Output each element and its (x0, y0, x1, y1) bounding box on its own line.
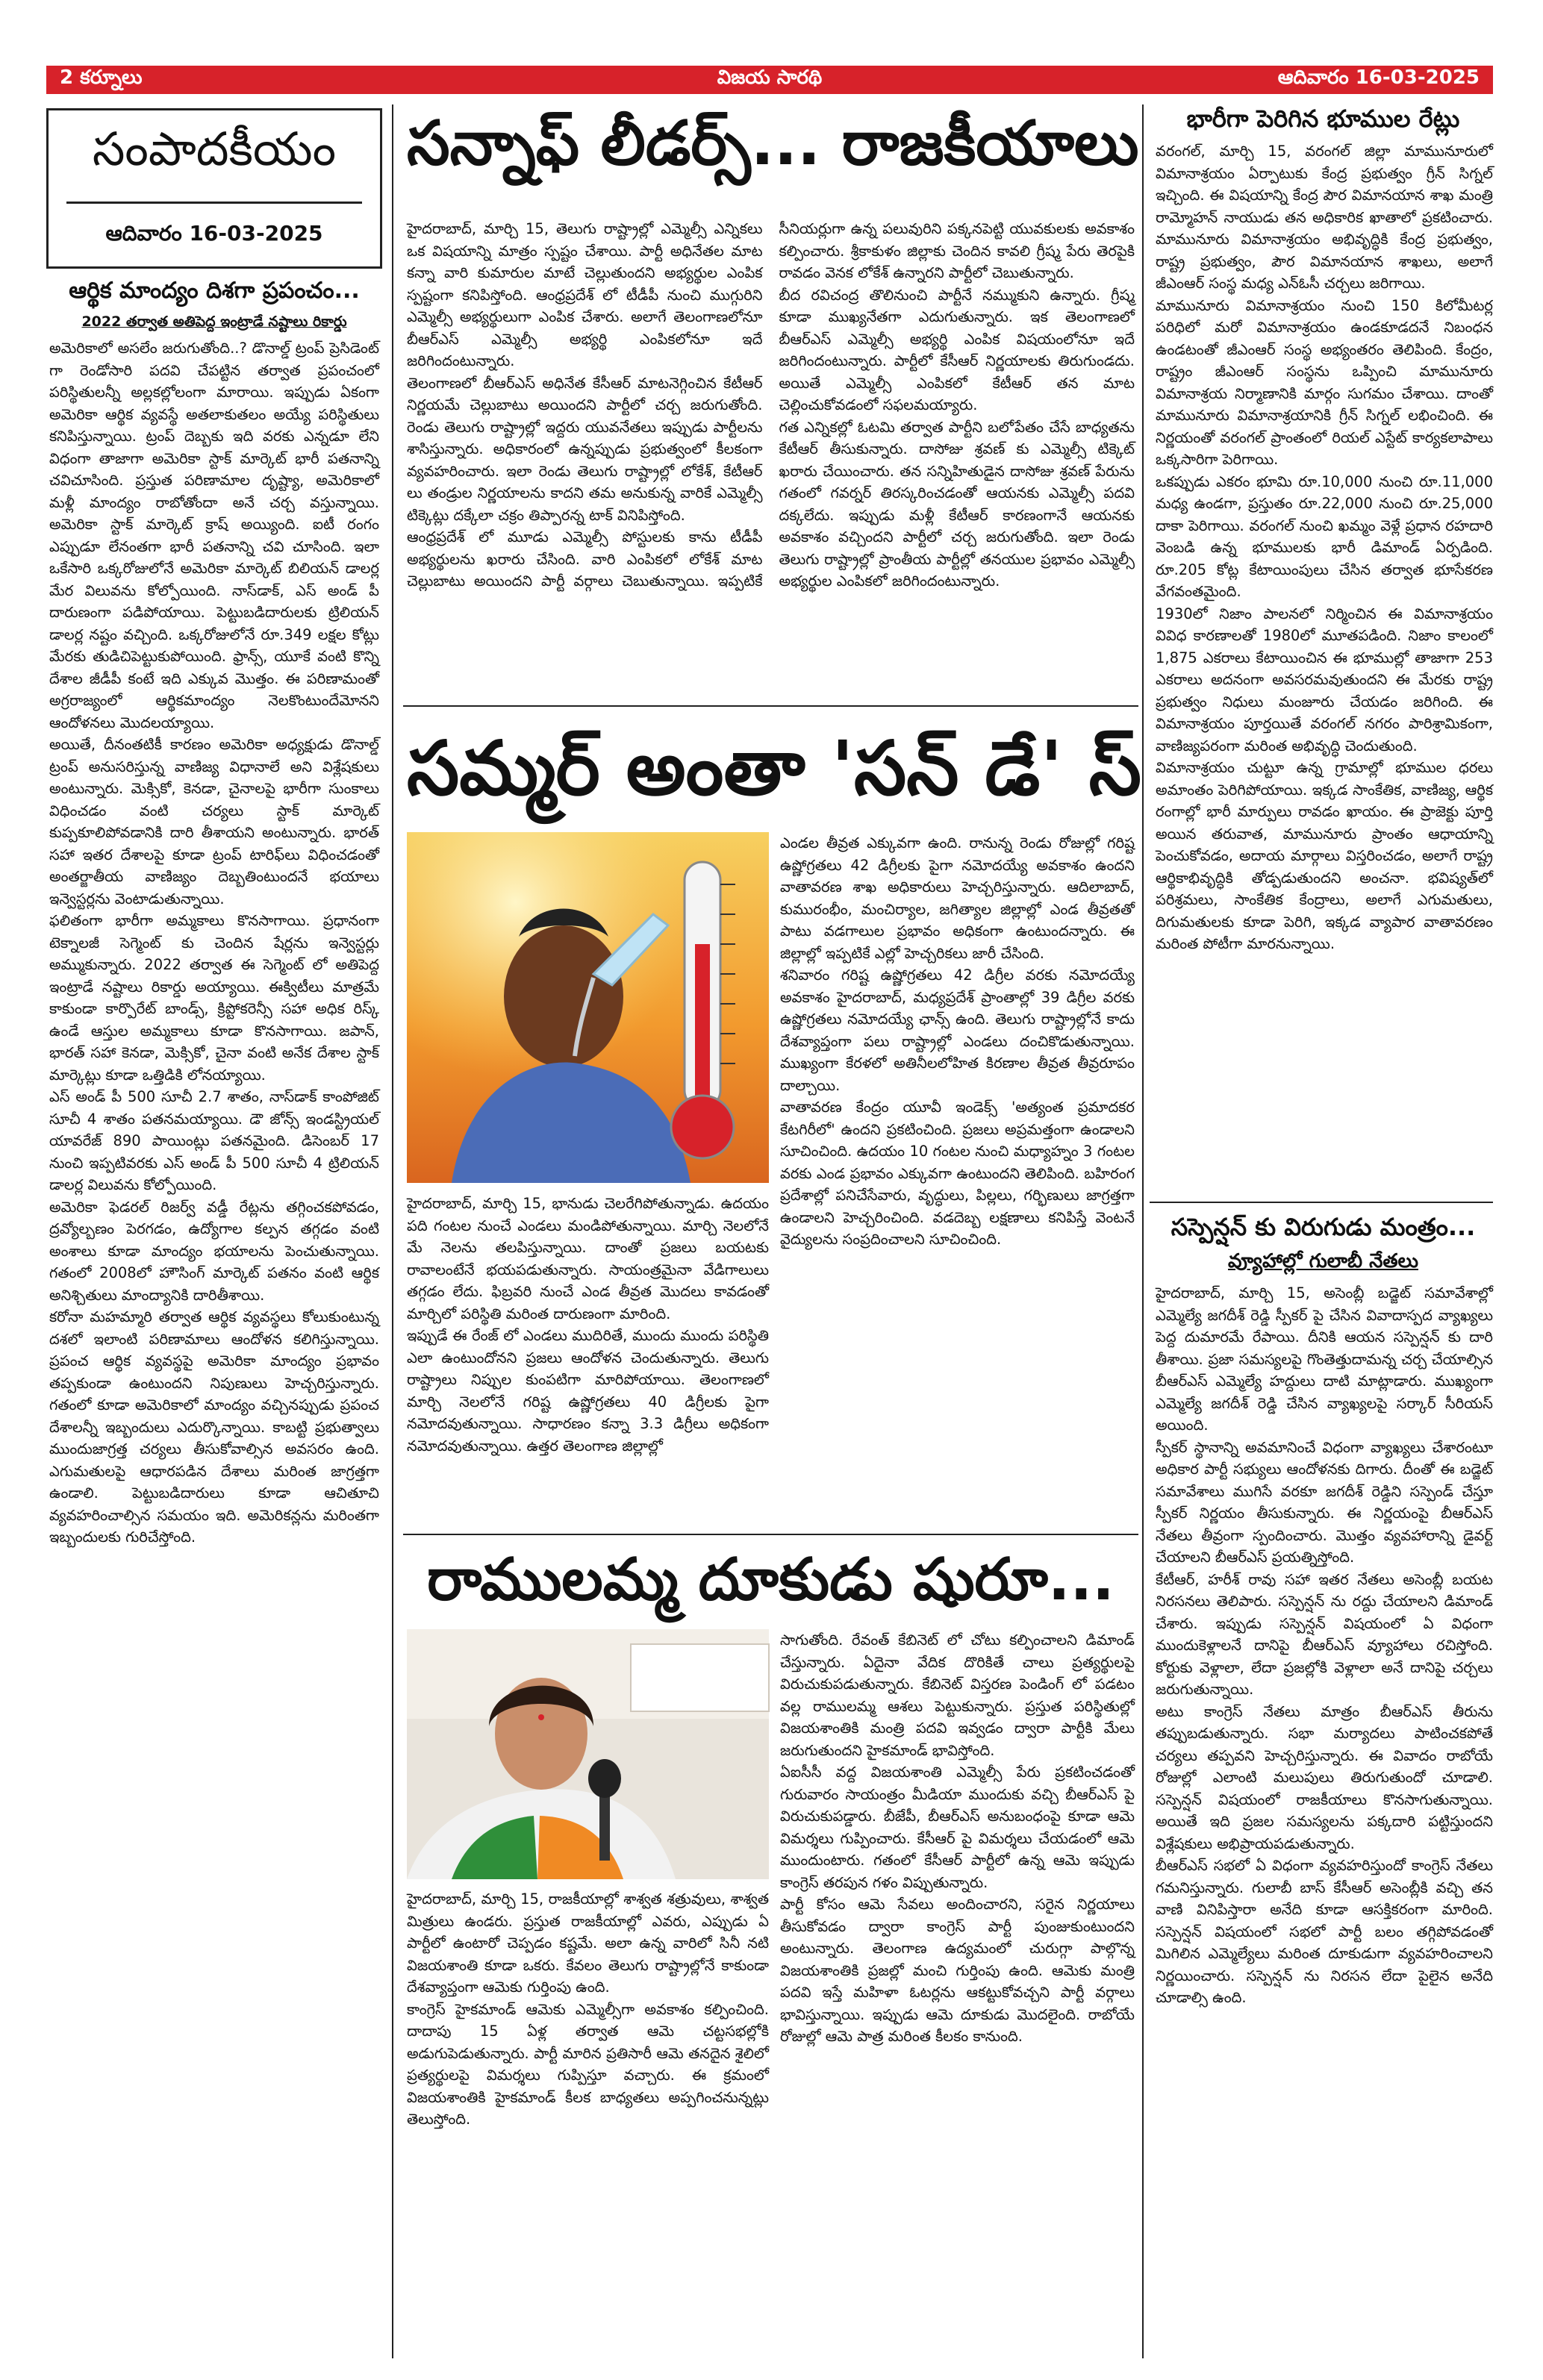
editorial-masthead (46, 108, 382, 269)
editorial-title: సంపాదకీయం (92, 122, 337, 176)
paragraph: అయితే, దీనంతటికీ కారణం అమెరికా అధ్యక్షుడు డొనాల్డ్ ట్రంప్ అనుసరిస్తున్న వాణిజ్య విధానాలే అని విశ్లేషకులు అంటున్నారు. మెక్సికో, కెనడా, చైనాలపై భారీగా సుంకాలు విధించడం వంటి చర్యలు స్టాక్ మార్కెట్ కుప్పకూలిపోవడానికి దారి తీశాయని అంటున్నారు. భారత్ సహా ఇతర దేశాలపై కూడా ట్రంప్ టారిఫ్‌లు విధించడంతో అంతర్జాతీయ వాణిజ్యం దెబ్బతింటుందనే భయాలు ఇన్వెస్టర్లను వెంటాడుతున్నాయి. (49, 736, 379, 908)
column-divider (392, 104, 393, 2358)
speaker-illustration (407, 1629, 769, 1879)
masthead-bar (46, 66, 1493, 94)
story-headline: సస్పెన్షన్ కు విరుగుడు మంత్రం... (1171, 1213, 1476, 1241)
heatwave-photo (407, 832, 769, 1183)
paragraph: కరోనా మహమ్మారి తర్వాత ఆర్థిక వ్యవస్థలు కోలుకుంటున్న దశలో ఇలాంటి పరిణామాలు ఆందోళన కలిగిస్తున్నాయి. ప్రపంచ ఆర్థిక వ్యవస్థపై అమెరికా మాంద్యం ప్రభావం తప్పకుండా ఉంటుందని నిపుణులు హెచ్చరిస్తున్నారు. గతంలో కూడా అమెరికాలో మాంద్యం వచ్చినప్పుడు ప్రపంచ దేశాలన్నీ ఇబ్బందులు ఎదుర్కొన్నాయి. కాబట్టి ప్రభుత్వాలు ముందుజాగ్రత్త చర్యలు తీసుకోవాల్సిన అవసరం ఉంది. ఎగుమతులపై ఆధారపడిన దేశాలు మరింత జాగ్రత్తగా ఉండాలి. పెట్టుబడిదారులు కూడా ఆచితూచి వ్యవహరించాల్సిన సమయం ఇది. అమెరికన్లను మరింతగా ఇబ్బందులకు గురిచేస్తోంది. (49, 1308, 379, 1546)
paragraph: స్పీకర్ స్థానాన్ని అవమానించే విధంగా వ్యాఖ్యలు చేశారంటూ అధికార పార్టీ సభ్యులు ఆందోళనకు దిగారు. దీంతో ఈ బడ్జెట్ సమావేశాలు ముగిసే వరకూ జగదీశ్ రెడ్డిని సస్పెండ్ చేస్తూ స్పీకర్ నిర్ణయం తీసుకున్నారు. ఈ నిర్ణయంపై బీఆర్ఎస్ నేతలు తీవ్రంగా స్పందించారు. మొత్తం వ్యవహారాన్ని డైవర్ట్ చేయాలని బీఆర్ఎస్ ప్రయత్నిస్తోంది. (1156, 1438, 1493, 1566)
paragraph: ఒకప్పుడు ఎకరం భూమి రూ.10,000 నుంచి రూ.11,000 మధ్య ఉండగా, ప్రస్తుతం రూ.22,000 నుంచి రూ.25,000 దాకా పెరిగాయి. వరంగల్ నుంచి ఖమ్మం వెళ్లే ప్రధాన రహదారి వెంబడి ఉన్న భూములకు భారీ డిమాండ్ ఏర్పడింది. రూ.205 కోట్ల కేటాయింపులు చేసిన తర్వాత భూసేకరణ వేగవంతమైంది. (1156, 472, 1493, 600)
paragraph: ఫలితంగా భారీగా అమ్మకాలు కొనసాగాయి. ప్రధానంగా టెక్నాలజీ సెగ్మెంట్ కు చెందిన షేర్లను ఇన్వెస్టర్లు అమ్ముకున్నారు. 2022 తర్వాత ఈ సెగ్మెంట్ లో అతిపెద్ద ఇంట్రాడే నష్టాలు రికార్డు అయ్యాయి. ఈక్విటీలు మాత్రమే కాకుండా కార్పొరేట్ బాండ్స్, క్రిప్టోకరెన్సీ సహా అధిక రిస్క్ ఉండే ఆస్తుల అమ్మకాలు కూడా కొనసాగాయి. జపాన్, భారత్ సహా కెనడా, మెక్సికో, చైనా వంటి అనేక దేశాల స్టాక్ మార్కెట్లు కూడా ఒత్తిడికి లోనయ్యాయి. (49, 912, 379, 1084)
paragraph: సాగుతోంది. రేవంత్ కేబినెట్ లో చోటు కల్పించాలని డిమాండ్ చేస్తున్నారు. ఏదైనా వేదిక దొరికితే చాలు ప్రత్యర్థులపై విరుచుకుపడుతున్నారు. కేబినెట్ విస్తరణ పెండింగ్ లో పడటం వల్ల రాములమ్మ ఆశలు పెట్టుకున్నారు. ప్రస్తుత పరిస్థితుల్లో విజయశాంతికి మంత్రి పదవి ఇవ్వడం ద్వారా పార్టీకి మేలు జరుగుతుందని హైకమాండ్ భావిస్తోంది. (780, 1631, 1135, 1759)
story-body (780, 832, 1135, 1248)
paragraph: పార్టీ కోసం ఆమె సేవలు అందించారని, సరైన నిర్ణయాలు తీసుకోవడం ద్వారా కాంగ్రెస్ పార్టీ పుంజుకుంటుందని అంటున్నారు. తెలంగాణ ఉద్యమంలో చురుగ్గా పాల్గొన్న విజయశాంతికి ప్రజల్లో మంచి గుర్తింపు ఉంది. ఆమెకు మంత్రి పదవి ఇస్తే మహిళా ఓటర్లను ఆకట్టుకోవచ్చని పార్టీ వర్గాలు భావిస్తున్నాయి. ఇప్పుడు ఆమె దూకుడు మొదలైంది. రాబోయే రోజుల్లో ఆమె పాత్ర మరింత కీలకం కానుంది. (780, 1896, 1135, 2045)
editorial-subheadline: 2022 తర్వాత అతిపెద్ద ఇంట్రాడే నష్టాలు రికార్డు (81, 313, 347, 330)
story-body (1156, 1282, 1493, 2357)
story-body (407, 218, 1135, 696)
paragraph: కాంగ్రెస్ హైకమాండ్ ఆమెకు ఎమ్మెల్సీగా అవకాశం కల్పించింది. దాదాపు 15 ఏళ్ల తర్వాత ఆమె చట్టసభల్లోకి అడుగుపెడుతున్నారు. పార్టీ మారిన ప్రతిసారీ ఆమె తనదైన శైలిలో ప్రత్యర్థులపై విమర్శలు గుప్పిస్తూ వచ్చారు. ఈ క్రమంలో విజయశాంతికి హైకమాండ్ కీలక బాధ్యతలు అప్పగించనున్నట్లు తెలుస్తోంది. (407, 2000, 769, 2128)
paragraph: శనివారం గరిష్ట ఉష్ణోగ్రతలు 42 డిగ్రీల వరకు నమోదయ్యే అవకాశం హైదరాబాద్, మధ్యప్రదేశ్ ప్రాంతాల్లో 39 డిగ్రీల వరకు ఉష్ణోగ్రతలు నమోదయ్యే ఛాన్స్ ఉంది. తెలుగు రాష్ట్రాల్లోనే కాదు దేశవ్యాప్తంగా పలు రాష్ట్రాల్లో ఎండలు దంచికొడుతున్నాయి. ముఖ్యంగా కేరళలో అతినీలలోహిత కిరణాల తీవ్రత తీవ్రరూపం దాల్చాయి. (780, 966, 1135, 1094)
paragraph: వరంగల్, మార్చి 15, వరంగల్ జిల్లా మామునూరులో విమానాశ్రయం ఏర్పాటుకు కేంద్ర ప్రభుత్వం గ్రీన్ సిగ్నల్ ఇచ్చింది. ఈ విషయాన్ని కేంద్ర పౌర విమానయాన శాఖ మంత్రి రామ్మోహన్ నాయుడు తన అధికారిక ఖాతాలో ప్రకటించారు. మామునూరు విమానాశ్రయం అభివృద్ధికి కేంద్ర ప్రభుత్వం, రాష్ట్ర ప్రభుత్వం, పౌర విమానయాన శాఖలు, అలాగే జీఎంఆర్ సంస్థ మధ్య ఎన్ఓసీ చర్చలు జరిగాయి. (1156, 143, 1493, 292)
column-divider (1142, 104, 1144, 2358)
editorial-body (49, 337, 379, 2357)
divider (1150, 1202, 1493, 1203)
paragraph: అమెరికా ఫెడరల్ రిజర్వ్ వడ్డీ రేట్లను తగ్గించకపోవడం, ద్రవ్యోల్బణం పెరగడం, ఉద్యోగాల కల్పన తగ్గడం వంటి అంశాలు కూడా మాంద్యం భయాలను పెంచుతున్నాయి. గతంలో 2008లో హౌసింగ్ మార్కెట్ పతనం వంటి ఆర్థిక అనిశ్చితులు మాంద్యానికి దారితీశాయి. (49, 1198, 379, 1304)
paragraph: ఆంధ్రప్రదేశ్ లో మూడు ఎమ్మెల్సీ పోస్టులకు కాను టీడీపీ అభ్యర్థులను ఖరారు చేసింది. వారి ఎంపికలో లోకేశ్ మాట చెల్లుబాటు అయిందని పార్టీ వర్గాలు చెబుతున్నాయి. ఇప్పటికే సీనియర్లుగా ఉన్న పలువురిని పక్కనపెట్టి యువకులకు అవకాశం కల్పించారు. శ్రీకాకుళం జిల్లాకు చెందిన కావలి గ్రీష్మ పేరు తెరపైకి రావడం వెనక లోకేశ్ ఉన్నారని పార్టీలో చెబుతున్నారు. (407, 220, 1135, 590)
story-body (407, 1193, 769, 1525)
editorial-headline: ఆర్థిక మాంద్యం దిశగా ప్రపంచం... (69, 278, 360, 304)
story-subheadline: వ్యూహాల్లో గులాబీ నేతలు (1228, 1250, 1418, 1272)
paragraph: ఏఐసీసీ వద్ద విజయశాంతి ఎమ్మెల్సీ పేరు ప్రకటించడంతో గురువారం సాయంత్రం మీడియా ముందుకు వచ్చి బీఆర్ఎస్ పై విరుచుకుపడ్డారు. బీజేపీ, బీఆర్ఎస్ అనుబంధంపై కూడా ఆమె విమర్శలు గుప్పించారు. కేసీఆర్ పై విమర్శలు చేయడంలో ఆమె ముందుంటారు. గతంలో కేసీఆర్ పార్టీలో ఉన్న ఆమె ఇప్పుడు కాంగ్రెస్ తరపున గళం విప్పుతున్నారు. (780, 1764, 1135, 1891)
page-number: 2 కర్నూలు (60, 66, 143, 89)
paragraph: అమెరికాలో అసలేం జరుగుతోంది..? డొనాల్డ్ ట్రంప్ ప్రెసిడెంట్ గా రెండోసారి పదవి చేపట్టిన తర్వాత ప్రపంచంలో పరిస్థితులన్నీ అల్లకల్లోలంగా మారాయి. ఇప్పుడు ఏకంగా అమెరికా ఆర్థిక వ్యవస్థే అతలాకుతలం అయ్యే పరిస్థితులు కనిపిస్తున్నాయి. ట్రంప్ దెబ్బకు ఇది వరకు ఎన్నడూ లేని విధంగా తాజాగా అమెరికా స్టాక్ మార్కెట్ భారీ పతనాన్ని చవిచూసింది. ప్రస్తుత పరిణామాల దృష్ట్యా, అమెరికాలో మళ్లీ మాంద్యం రాబోతోందా అనే చర్చ వస్తున్నాయి. అమెరికా స్టాక్ మార్కెట్ క్రాష్ అయ్యింది. ఐటీ రంగం ఎప్పుడూ లేనంతగా భారీ పతనాన్ని చవి చూసింది. ఇలా ఒకేసారి ఒక్కరోజులోనే అమెరికా మార్కెట్ బిలియన్ డాలర్ల మేర విలువను కోల్పోయింది. నాస్‌డాక్, ఎస్ అండ్ పీ దారుణంగా పడిపోయాయి. పెట్టుబడిదారులకు ట్రిలియన్ డాలర్ల నష్టం వచ్చింది. ఒక్కరోజులోనే రూ.349 లక్షల కోట్లు మేరకు తుడిచిపెట్టుకుపోయింది. ఫ్రాన్స్, యూకే వంటి కొన్ని దేశాల జీడీపీ కంటే ఇది ఎక్కువ మొత్తం. ఈ పరిణామంతో అగ్రరాజ్యంలో ఆర్థికమాంద్యం నెలకొంటుందేమోనని ఆందోళనలు మొదలయ్యాయి. (49, 340, 379, 731)
paragraph: హైదరాబాద్, మార్చి 15, తెలుగు రాష్ట్రాల్లో ఎమ్మెల్సీ ఎన్నికలు ఒక విషయాన్ని మాత్రం స్పష్టం చేశాయి. పార్టీ అధినేతల మాట కన్నా వారి కుమారుల మాటే చెల్లుతుందని అభ్యర్థుల ఎంపిక స్పష్టంగా కనిపిస్తోంది. ఆంధ్రప్రదేశ్ లో టీడీపీ నుంచి ముగ్గురిని ఎమ్మెల్సీ అభ్యర్థులుగా ఎంపిక చేశారు. అలాగే తెలంగాణలోనూ బీఆర్ఎస్ ఎమ్మెల్సీ అభ్యర్థి ఎంపికలోనూ ఇదే జరిగిందంటున్నారు. (407, 220, 763, 369)
paragraph: గత ఎన్నికల్లో ఓటమి తర్వాత పార్టీని బలోపేతం చేసే బాధ్యతను కేటీఆర్ తీసుకున్నారు. దాసోజు శ్రవణ్ కు ఎమ్మెల్సీ టిక్కెట్ ఖరారు చేయించారు. తన సన్నిహితుడైన దాసోజు శ్రవణ్ పేరును గతంలో గవర్నర్ తిరస్కరించడంతో ఆయనకు ఎమ్మెల్సీ పదవి దక్కలేదు. ఇప్పుడు మళ్లీ కేటీఆర్ కారణంగానే ఆయనకు అవకాశం వచ్చిందని పార్టీలో చర్చ జరుగుతోంది. ఇలా రెండు తెలుగు రాష్ట్రాల్లో ప్రాంతీయ పార్టీల్లో తనయుల ప్రభావం ఎమ్మెల్సీ అభ్యర్థుల ఎంపికలో జరిగిందంటున్నారు. (779, 418, 1135, 590)
paragraph: బీఆర్ఎస్ సభలో ఏ విధంగా వ్యవహరిస్తుందో కాంగ్రెస్ నేతలు గమనిస్తున్నారు. గులాబీ బాస్ కేసీఆర్ అసెంబ్లీకి వచ్చి తన వాణి వినిపిస్తారా అనేది కూడా ఆసక్తికరంగా మారింది. సస్పెన్షన్ విషయంలో సభలో పార్టీ బలం తగ్గిపోవడంతో మిగిలిన ఎమ్మెల్యేలు మరింత దూకుడుగా వ్యవహరించాలని నిర్ణయించారు. సస్పెన్షన్ ను నిరసన లేదా పైలైన అనేది చూడాల్సి ఉంది. (1156, 1857, 1493, 2006)
paragraph: అటు కాంగ్రెస్ నేతలు మాత్రం బీఆర్ఎస్ తీరును తప్పుబడుతున్నారు. సభా మర్యాదలు పాటించకపోతే చర్యలు తప్పవని హెచ్చరిస్తున్నారు. ఈ వివాదం రాబోయే రోజుల్లో ఎలాంటి మలుపులు తిరుగుతుందో చూడాలి. సస్పెన్షన్ విషయంలో రాజకీయాలు కొనసాగుతున్నాయి. అయితే ఇది ప్రజల సమస్యలను పక్కదారి పట్టిస్తుందని విశ్లేషకులు అభిప్రాయపడుతున్నారు. (1156, 1702, 1493, 1852)
paragraph: వాతావరణ కేంద్రం యూవీ ఇండెక్స్ 'అత్యంత ప్రమాదకర కేటగిరీలో' ఉందని ప్రకటించింది. ప్రజలు అప్రమత్తంగా ఉండాలని సూచించింది. ఉదయం 10 గంటల నుంచి మధ్యాహ్నం 3 గంటల వరకు ఎండ ప్రభావం ఎక్కువగా ఉంటుందని తెలిపింది. బహిరంగ ప్రదేశాల్లో పనిచేసేవారు, వృద్ధులు, పిల్లలు, గర్భిణులు జాగ్రత్తగా ఉండాలని హెచ్చరించింది. వడదెబ్బ లక్షణాలు కనిపిస్తే వెంటనే వైద్యులను సంప్రదించాలని సూచించింది. (780, 1099, 1135, 1248)
story-headline: రాములమ్మ దూకుడు షురూ... (427, 1546, 1115, 1614)
paragraph: ఇప్పుడే ఈ రేంజ్ లో ఎండలు ముదిరితే, ముందు ముందు పరిస్థితి ఎలా ఉంటుందోనని ప్రజలు ఆందోళన చెందుతున్నారు. తెలుగు రాష్ట్రాలు నిప్పుల కుంపటిగా మారిపోయాయి. తెలంగాణలో మార్చి నెలలోనే గరిష్ట ఉష్ణోగ్రతలు 40 డిగ్రీలకు పైగా నమోదవుతున్నాయి. సాధారణం కన్నా 3.3 డిగ్రీలు అధికంగా నమోదవుతున్నాయి. ఉత్తర తెలంగాణ జిల్లాల్లో (407, 1327, 769, 1455)
issue-date: ఆదివారం 16-03-2025 (1278, 66, 1480, 93)
heatwave-illustration (407, 832, 769, 1183)
paragraph: విమానాశ్రయం చుట్టూ ఉన్న గ్రామాల్లో భూముల ధరలు అమాంతం పెరిగిపోయాయి. ఇక్కడ సాంకేతిక, వాణిజ్య, ఆర్థిక రంగాల్లో భారీ మార్పులు రావడం ఖాయం. ఈ ప్రాజెక్టు పూర్తి అయిన తరువాత, మామునూరు ప్రాంతం ఆధాయాన్ని పెంచుకోవడం, అదాయ మార్గాలు విస్తరించడం, అలాగే రాష్ట్ర ఆర్థికాభివృద్ధికి తోడ్పడుతుందని అంచనా. భవిష్యత్‌లో పరిశ్రమలు, సాంకేతిక కేంద్రాలు, అలాగే ఎగుమతులు, దిగుమతులకు కూడా పెరిగి, ఇక్కడ వ్యాపార వాతావరణం మరింత పోటీగా మారనున్నాయి. (1156, 759, 1493, 952)
paragraph: తెలంగాణలో బీఆర్ఎస్ అధినేత కేసీఆర్ మాటనెగ్గించిన కేటీఆర్ నిర్ణయమే చెల్లుబాటు అయిందని పార్టీలో చర్చ జరుగుతోంది. రెండు తెలుగు రాష్ట్రాల్లో ఇద్దరు యువనేతలు ఇప్పుడు పార్టీలను శాసిస్తున్నారు. అధికారంలో ఉన్నప్పుడు ప్రభుత్వంలో కీలకంగా వ్యవహరించారు. ఇలా రెండు తెలుగు రాష్ట్రాల్లో లోకేశ్, కేటీఆర్ లు తండ్రుల నిర్ణయాలను కాదని తమ అనుకున్న వారికే ఎమ్మెల్సీ టిక్కెట్లు దక్కేలా చక్రం తిప్పారన్న టాక్ వినిపిస్తోంది. (407, 374, 763, 524)
story-headline: సమ్మర్ అంతా 'సన్ డే' స్ (407, 725, 1141, 812)
divider (66, 202, 362, 204)
divider (403, 1534, 1138, 1535)
editorial-date: ఆదివారం 16-03-2025 (105, 221, 323, 246)
paragraph: కేటీఆర్, హరీశ్ రావు సహా ఇతర నేతలు అసెంబ్లీ బయట నిరసనలు తెలిపారు. సస్పెన్షన్ ను రద్దు చేయాలని డిమాండ్ చేశారు. ఇప్పుడు సస్పెన్షన్ విషయంలో ఏ విధంగా ముందుకెళ్లాలనే దానిపై బీఆర్ఎస్ వ్యూహాలు రచిస్తోంది. కోర్టుకు వెళ్లాలా, లేదా ప్రజల్లోకి వెళ్లాలా అనే దానిపై చర్చలు జరుగుతున్నాయి. (1156, 1570, 1493, 1698)
story-body (780, 1629, 1135, 2357)
paragraph: హైదరాబాద్, మార్చి 15, భానుడు చెలరేగిపోతున్నాడు. ఉదయం పది గంటల నుంచే ఎండలు మండిపోతున్నాయి. మార్చి నెలలోనే మే నెలను తలపిస్తున్నాయి. దాంతో ప్రజలు బయటకు రావాలంటేనే భయపడుతున్నారు. సాయంత్రమైనా వేడిగాలులు తగ్గడం లేదు. ఫిబ్రవరి నుంచే ఎండ తీవ్రత మొదలు కావడంతో మార్చిలో పరిస్థితి మరింత దారుణంగా మారింది. (407, 1195, 769, 1322)
story-body (407, 1888, 769, 2357)
leader-photo (407, 1629, 769, 1879)
paragraph: బీద రవిచంద్ర తొలినుంచి పార్టీనే నమ్ముకుని ఉన్నారు. గ్రీష్మ కూడా ముఖ్యనేతగా ఎదుగుతున్నారు. ఇక తెలంగాణలో బీఆర్ఎస్ ఎమ్మెల్సీ అభ్యర్థి ఎంపిక విషయంలోనూ ఇదే జరిగిందంటున్నారు. పార్టీలో కేసీఆర్ నిర్ణయాలకు తిరుగుండదు. అయితే ఎమ్మెల్సీ ఎంపికలో కేటీఆర్ తన మాట చెల్లించుకోవడంలో సఫలమయ్యారు. (779, 286, 1135, 413)
paragraph: హైదరాబాద్, మార్చి 15, అసెంబ్లీ బడ్జెట్ సమావేశాల్లో ఎమ్మెల్యే జగదీశ్ రెడ్డి స్పీకర్ పై చేసిన వివాదాస్పద వ్యాఖ్యలు పెద్ద దుమారమే రేపాయి. దీనికి ఆయన సస్పెన్షన్ కు దారి తీశాయి. ప్రజా సమస్యలపై గొంతెత్తుదామన్న చర్చ చేయాల్సిన బీఆర్ఎస్ ఎమ్మెల్యే హద్దులు దాటి మాట్లాడారు. ముఖ్యంగా ఎమ్మెల్యే జగదీశ్ రెడ్డి చేసిన వ్యాఖ్యలపై సర్కార్ సీరియస్ అయింది. (1156, 1284, 1493, 1434)
paragraph: 1930లో నిజాం పాలనలో నిర్మించిన ఈ విమానాశ్రయం వివిధ కారణాలతో 1980లో మూతపడింది. నిజాం కాలంలో 1,875 ఎకరాలు కేటాయించిన ఈ భూముల్లో తాజాగా 253 ఎకరాలు అదనంగా అవసరమవుతుందని ఈ మేరకు రాష్ట్ర ప్రభుత్వం నిధులు మంజూరు చేయడం జరిగింది. ఈ విమానాశ్రయం పూర్తయితే వరంగల్ నగరం పారిశ్రామికంగా, వాణిజ్యపరంగా మరింత అభివృద్ధి చెందుతుంది. (1156, 605, 1493, 755)
divider (403, 705, 1138, 707)
paragraph: మామునూరు విమానాశ్రయం నుంచి 150 కిలోమీటర్ల పరిధిలో మరో విమానాశ్రయం ఉండకూడదనే నిబంధన ఉండటంతో జీఎంఆర్ సంస్థ అభ్యంతరం తెలిపింది. కేంద్రం, రాష్ట్రం జీఎంఆర్ సంస్థను ఒప్పించి మామునూరు విమానాశ్రయ నిర్మాణానికి మార్గం సుగమం చేశాయి. దాంతో మామునూరు విమానాశ్రయానికి గ్రీన్ సిగ్నల్ లభించింది. ఈ నిర్ణయంతో వరంగల్ ప్రాంతంలో రియల్ ఎస్టేట్ కార్యకలాపాలు ఒక్కసారిగా పెరిగాయి. (1156, 296, 1493, 468)
paper-name: విజయ సారథి (717, 66, 823, 89)
story-headline: భారీగా పెరిగిన భూముల రేట్లు (1186, 104, 1460, 133)
story-body (1156, 140, 1493, 1193)
paragraph: ఎండల తీవ్రత ఎక్కువగా ఉంది. రానున్న రెండు రోజుల్లో గరిష్ట ఉష్ణోగ్రతలు 42 డిగ్రీలకు పైగా నమోదయ్యే అవకాశం ఉందని వాతావరణ శాఖ అధికారులు హెచ్చరిస్తున్నారు. ఆదిలాబాద్, కుమురంభీం, మంచిర్యాల, జగిత్యాల జిల్లాల్లో ఎండ తీవ్రతతో పాటు వడగాలుల ప్రభావం అధికంగా ఉంటుందన్నారు. ఈ జిల్లాల్లో ఇప్పటికే ఎల్లో హెచ్చరికలు జారీ చేసింది. (780, 834, 1135, 962)
story-headline: సన్నాఫ్ లీడర్స్... రాజకీయాలు (407, 108, 1139, 179)
paragraph: ఎస్ అండ్ పీ 500 సూచీ 2.7 శాతం, నాస్‌డాక్ కాంపోజిట్ సూచీ 4 శాతం పతనమయ్యాయి. డౌ జోన్స్ ఇండస్ట్రియల్ యావరేజ్ 890 పాయింట్లు పతనమైంది. డిసెంబర్ 17 నుంచి ఇప్పటివరకు ఎస్ అండ్ పీ 500 సూచీ 4 ట్రిలియన్ డాలర్ల విలువను కోల్పోయింది. (49, 1088, 379, 1193)
paragraph: హైదరాబాద్, మార్చి 15, రాజకీయాల్లో శాశ్వత శత్రువులు, శాశ్వత మిత్రులు ఉండరు. ప్రస్తుత రాజకీయాల్లో ఎవరు, ఎప్పుడు ఏ పార్టీలో ఉంటారో చెప్పడం కష్టమే. అలా ఉన్న వారిలో సినీ నటి విజయశాంతి కూడా ఒకరు. కేవలం తెలుగు రాష్ట్రాల్లోనే కాకుండా దేశవ్యాప్తంగా ఆమెకు గుర్తింపు ఉంది. (407, 1890, 769, 1996)
